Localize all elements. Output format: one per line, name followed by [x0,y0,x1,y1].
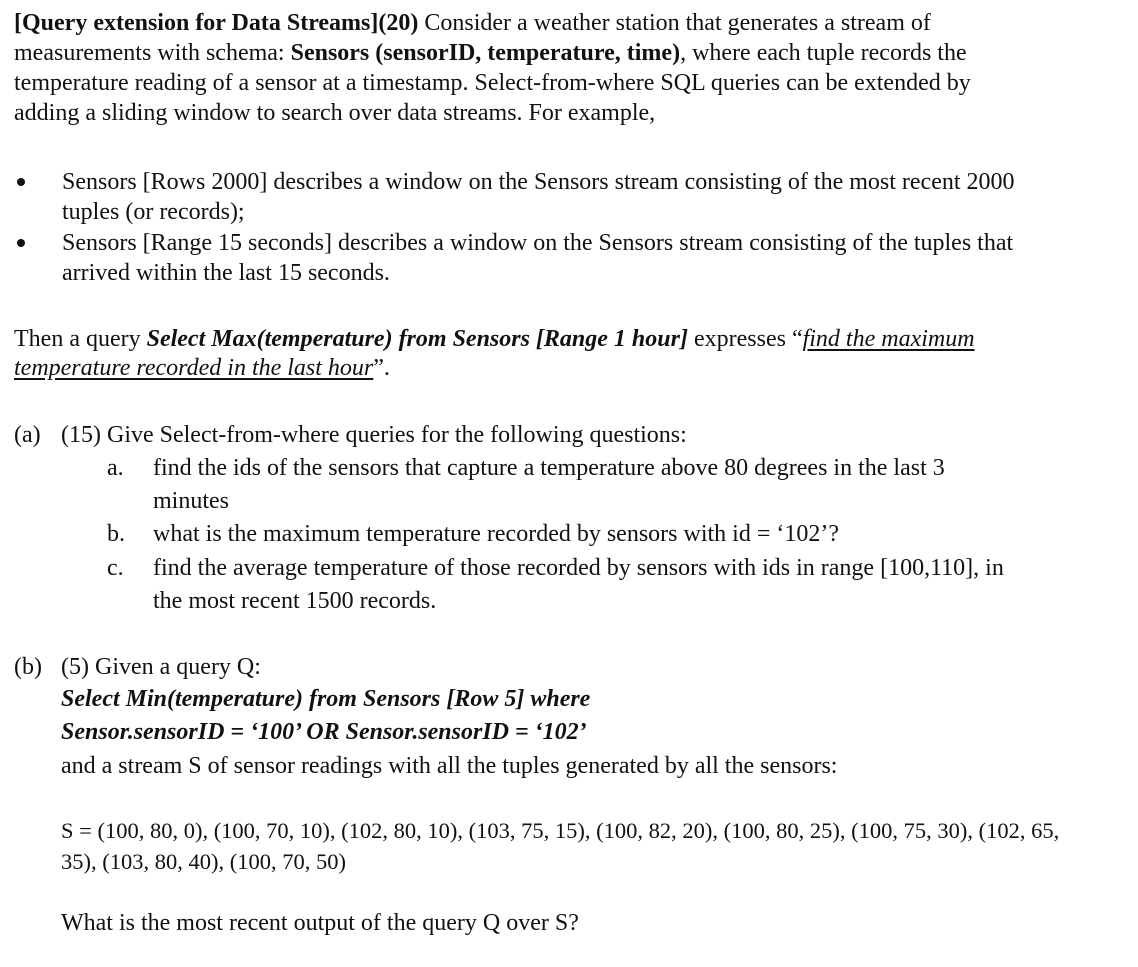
intro-line-3: temperature reading of a sensor at a timestamp. Select-from-where SQL queries can be extended by [14,70,971,96]
then-suffix: ”. [373,355,390,381]
query-q-line-2: Sensor.sensorID = ‘100’ OR Sensor.sensorID = ‘102’ [61,719,587,745]
schema-text: Sensors (sensorID, temperature, time) [290,40,681,66]
part-b-label: (b) [14,654,42,680]
part-a-item-a-line-2: minutes [153,488,229,514]
problem-title: [Query extension for Data Streams](20) [14,10,419,36]
part-a-item-c-line-1: find the average temperature of those recorded by sensors with ids in range [100,110], in [153,555,1004,581]
part-a-item-c-marker: c. [107,555,124,581]
then-prefix: Then a query [14,326,147,352]
intro-line-1-rest: Consider a weather station that generates a stream of [418,10,931,36]
part-a-item-b-line-1: what is the maximum temperature recorded by sensors with id = ‘102’? [153,521,840,547]
part-a-item-a-line-1: find the ids of the sensors that capture a temperature above 80 degrees in the last 3 [153,455,945,481]
bullet-dot-1 [17,178,25,186]
example-query: Select Max(temperature) from Sensors [Range 1 hour] [146,326,688,352]
bullet-1-line-2: tuples (or records); [62,199,245,225]
intro-line-2 [14,38,967,68]
query-meaning-part-2: temperature recorded in the last hour [14,355,374,381]
part-a-item-c-line-2: the most recent 1500 records. [153,588,437,614]
intro-line-2-start: measurements with schema: [14,40,291,66]
stream-s-line-1: S = (100, 80, 0), (100, 70, 10), (102, 80, 10), (103, 75, 15), (100, 82, 20), (100, 80, 25), (100, 75, 30), (102, 65, [61,818,1060,843]
part-a-item-a-marker: a. [107,455,124,481]
final-question: What is the most recent output of the query Q over S? [61,910,579,936]
bullet-dot-2 [17,239,25,247]
query-meaning-part-1: find the maximum [802,326,975,352]
bullet-2-line-2: arrived within the last 15 seconds. [62,260,390,286]
stream-intro: and a stream S of sensor readings with all the tuples generated by all the sensors: [61,753,838,779]
bullet-2-line-1: Sensors [Range 15 seconds] describes a window on the Sensors stream consisting of the tuples that [62,230,1014,256]
then-line-2 [14,353,390,383]
part-a-label: (a) [14,422,41,448]
query-q-line-1: Select Min(temperature) from Sensors [Row 5] where [61,686,591,712]
stream-s-line-2: 35), (103, 80, 40), (100, 70, 50) [61,849,346,874]
part-a-item-b-marker: b. [107,521,125,547]
then-line-1 [14,324,975,354]
part-b-intro: (5) Given a query Q: [61,654,261,680]
intro-line-2-end: , where each tuple records the [680,40,967,66]
then-middle: expresses “ [687,326,803,352]
intro-line-1 [14,8,931,38]
bullet-1-line-1: Sensors [Rows 2000] describes a window on the Sensors stream consisting of the most recent 2000 [62,169,1015,195]
part-a-intro: (15) Give Select-from-where queries for the following questions: [61,422,687,448]
intro-line-4: adding a sliding window to search over data streams. For example, [14,100,656,126]
